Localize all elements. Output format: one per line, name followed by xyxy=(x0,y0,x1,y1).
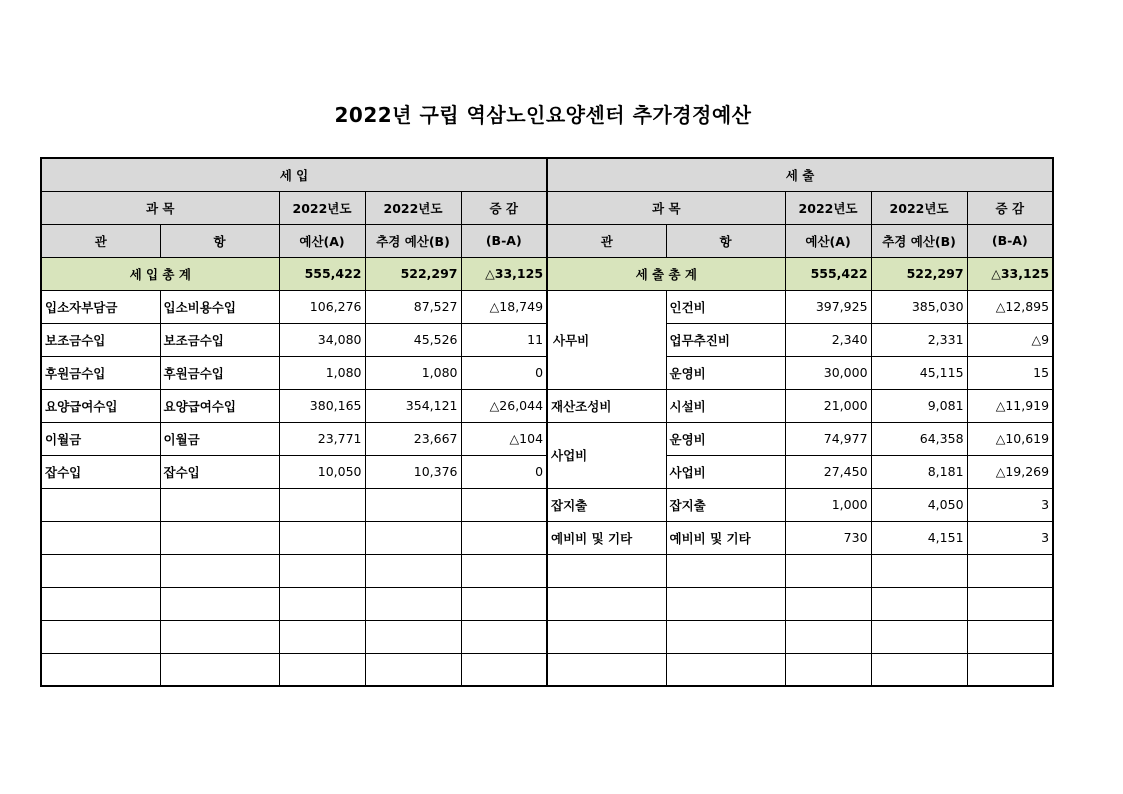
empty-cell xyxy=(365,653,461,686)
income-hang: 후원금수입 xyxy=(160,356,279,389)
empty-cell xyxy=(967,620,1053,653)
expense-hang: 운영비 xyxy=(666,356,785,389)
expense-gwan-header: 관 xyxy=(547,224,666,257)
empty-cell xyxy=(871,587,967,620)
header-row-sub xyxy=(41,224,1053,257)
expense-hang: 운영비 xyxy=(666,422,785,455)
expense-diff: 15 xyxy=(967,356,1053,389)
empty-cell xyxy=(41,587,160,620)
income-budget-a-header: 예산(A) xyxy=(279,224,365,257)
expense-budget-a-header: 예산(A) xyxy=(785,224,871,257)
expense-total-diff: △33,125 xyxy=(967,257,1053,290)
income-b: 1,080 xyxy=(365,356,461,389)
empty-row xyxy=(41,587,1053,620)
income-gwan: 이월금 xyxy=(41,422,160,455)
expense-gwan-office: 사무비 xyxy=(547,290,666,389)
empty-cell xyxy=(547,587,666,620)
income-hang-header: 항 xyxy=(160,224,279,257)
empty-cell xyxy=(279,653,365,686)
empty-row xyxy=(41,653,1053,686)
expense-diff: 3 xyxy=(967,488,1053,521)
expense-b: 2,331 xyxy=(871,323,967,356)
empty-cell xyxy=(41,554,160,587)
empty-cell xyxy=(41,620,160,653)
income-diff-header: (B-A) xyxy=(461,224,547,257)
empty-cell xyxy=(160,554,279,587)
expense-gwan-business: 사업비 xyxy=(547,422,666,488)
income-diff: △104 xyxy=(461,422,547,455)
empty-cell xyxy=(160,587,279,620)
expense-year-a-header: 2022년도 xyxy=(785,191,871,224)
empty-cell xyxy=(41,653,160,686)
budget-table xyxy=(40,157,1054,687)
income-hang: 이월금 xyxy=(160,422,279,455)
expense-hang: 예비비 및 기타 xyxy=(666,521,785,554)
empty-cell xyxy=(279,554,365,587)
empty-cell xyxy=(160,521,279,554)
expense-a: 27,450 xyxy=(785,455,871,488)
income-a: 106,276 xyxy=(279,290,365,323)
empty-cell xyxy=(547,653,666,686)
expense-diff: △9 xyxy=(967,323,1053,356)
expense-a: 74,977 xyxy=(785,422,871,455)
expense-diff: △19,269 xyxy=(967,455,1053,488)
income-hang: 잡수입 xyxy=(160,455,279,488)
empty-cell xyxy=(461,521,547,554)
empty-cell xyxy=(461,587,547,620)
expense-total-b: 522,297 xyxy=(871,257,967,290)
empty-cell xyxy=(279,587,365,620)
expense-hang: 사업비 xyxy=(666,455,785,488)
expense-b: 8,181 xyxy=(871,455,967,488)
income-gwan-header: 관 xyxy=(41,224,160,257)
expense-a: 21,000 xyxy=(785,389,871,422)
expense-gwan-capital: 재산조성비 xyxy=(547,389,666,422)
empty-cell xyxy=(365,620,461,653)
expense-b: 385,030 xyxy=(871,290,967,323)
empty-cell xyxy=(666,653,785,686)
empty-cell xyxy=(160,620,279,653)
income-b: 354,121 xyxy=(365,389,461,422)
expense-year-b-header: 2022년도 xyxy=(871,191,967,224)
income-diff: 11 xyxy=(461,323,547,356)
empty-cell xyxy=(967,653,1053,686)
income-total-a: 555,422 xyxy=(279,257,365,290)
empty-cell xyxy=(967,587,1053,620)
income-section-header: 세 입 xyxy=(41,158,547,191)
income-b: 10,376 xyxy=(365,455,461,488)
empty-cell xyxy=(461,554,547,587)
income-diff: 0 xyxy=(461,356,547,389)
empty-cell xyxy=(785,554,871,587)
empty-cell xyxy=(785,653,871,686)
empty-cell xyxy=(871,554,967,587)
income-gwan: 요양급여수입 xyxy=(41,389,160,422)
income-a: 380,165 xyxy=(279,389,365,422)
empty-cell xyxy=(279,488,365,521)
empty-cell xyxy=(967,554,1053,587)
expense-diff: △10,619 xyxy=(967,422,1053,455)
header-row-section xyxy=(41,158,1053,191)
expense-gwan-misc: 잡지출 xyxy=(547,488,666,521)
empty-cell xyxy=(785,587,871,620)
empty-cell xyxy=(365,587,461,620)
empty-cell xyxy=(666,587,785,620)
income-hang: 보조금수입 xyxy=(160,323,279,356)
empty-cell xyxy=(785,620,871,653)
expense-b: 4,050 xyxy=(871,488,967,521)
income-a: 23,771 xyxy=(279,422,365,455)
table-row xyxy=(41,290,1053,323)
expense-a: 1,000 xyxy=(785,488,871,521)
table-row xyxy=(41,521,1053,554)
expense-gwan-reserve: 예비비 및 기타 xyxy=(547,521,666,554)
income-gwan: 잡수입 xyxy=(41,455,160,488)
expense-budget-b-header: 추경 예산(B) xyxy=(871,224,967,257)
income-a: 10,050 xyxy=(279,455,365,488)
income-gwan: 보조금수입 xyxy=(41,323,160,356)
empty-row xyxy=(41,554,1053,587)
income-budget-b-header: 추경 예산(B) xyxy=(365,224,461,257)
empty-row xyxy=(41,620,1053,653)
total-row xyxy=(41,257,1053,290)
expense-diff: △11,919 xyxy=(967,389,1053,422)
empty-cell xyxy=(461,653,547,686)
expense-diff: 3 xyxy=(967,521,1053,554)
empty-cell xyxy=(547,620,666,653)
expense-subject-header: 과 목 xyxy=(547,191,785,224)
empty-cell xyxy=(160,653,279,686)
empty-cell xyxy=(365,488,461,521)
table-row xyxy=(41,389,1053,422)
income-diff: △18,749 xyxy=(461,290,547,323)
income-a: 34,080 xyxy=(279,323,365,356)
expense-hang: 잡지출 xyxy=(666,488,785,521)
expense-change-header: 증 감 xyxy=(967,191,1053,224)
expense-hang: 업무추진비 xyxy=(666,323,785,356)
income-b: 23,667 xyxy=(365,422,461,455)
table-row xyxy=(41,488,1053,521)
expense-diff-header: (B-A) xyxy=(967,224,1053,257)
expense-b: 45,115 xyxy=(871,356,967,389)
income-total-label: 세 입 총 계 xyxy=(41,257,279,290)
expense-a: 30,000 xyxy=(785,356,871,389)
empty-cell xyxy=(41,488,160,521)
expense-total-label: 세 출 총 계 xyxy=(547,257,785,290)
expense-total-a: 555,422 xyxy=(785,257,871,290)
income-year-b-header: 2022년도 xyxy=(365,191,461,224)
empty-cell xyxy=(365,554,461,587)
empty-cell xyxy=(461,620,547,653)
empty-cell xyxy=(365,521,461,554)
income-diff: 0 xyxy=(461,455,547,488)
empty-cell xyxy=(871,620,967,653)
expense-hang: 시설비 xyxy=(666,389,785,422)
expense-a: 397,925 xyxy=(785,290,871,323)
expense-hang: 인건비 xyxy=(666,290,785,323)
table-row xyxy=(41,422,1053,455)
expense-a: 730 xyxy=(785,521,871,554)
header-row-columns xyxy=(41,191,1053,224)
income-total-b: 522,297 xyxy=(365,257,461,290)
income-b: 45,526 xyxy=(365,323,461,356)
income-hang: 입소비용수입 xyxy=(160,290,279,323)
income-gwan: 입소자부담금 xyxy=(41,290,160,323)
expense-b: 4,151 xyxy=(871,521,967,554)
empty-cell xyxy=(160,488,279,521)
empty-cell xyxy=(871,653,967,686)
empty-cell xyxy=(461,488,547,521)
expense-diff: △12,895 xyxy=(967,290,1053,323)
income-total-diff: △33,125 xyxy=(461,257,547,290)
empty-cell xyxy=(279,620,365,653)
empty-cell xyxy=(666,554,785,587)
expense-section-header: 세 출 xyxy=(547,158,1053,191)
income-diff: △26,044 xyxy=(461,389,547,422)
income-subject-header: 과 목 xyxy=(41,191,279,224)
page-title: 2022년 구립 역삼노인요양센터 추가경정예산 xyxy=(334,103,752,127)
income-change-header: 증 감 xyxy=(461,191,547,224)
expense-a: 2,340 xyxy=(785,323,871,356)
empty-cell xyxy=(666,620,785,653)
empty-cell xyxy=(547,554,666,587)
empty-cell xyxy=(41,521,160,554)
expense-b: 64,358 xyxy=(871,422,967,455)
expense-b: 9,081 xyxy=(871,389,967,422)
income-hang: 요양급여수입 xyxy=(160,389,279,422)
income-year-a-header: 2022년도 xyxy=(279,191,365,224)
expense-hang-header: 항 xyxy=(666,224,785,257)
income-gwan: 후원금수입 xyxy=(41,356,160,389)
income-a: 1,080 xyxy=(279,356,365,389)
empty-cell xyxy=(279,521,365,554)
income-b: 87,527 xyxy=(365,290,461,323)
